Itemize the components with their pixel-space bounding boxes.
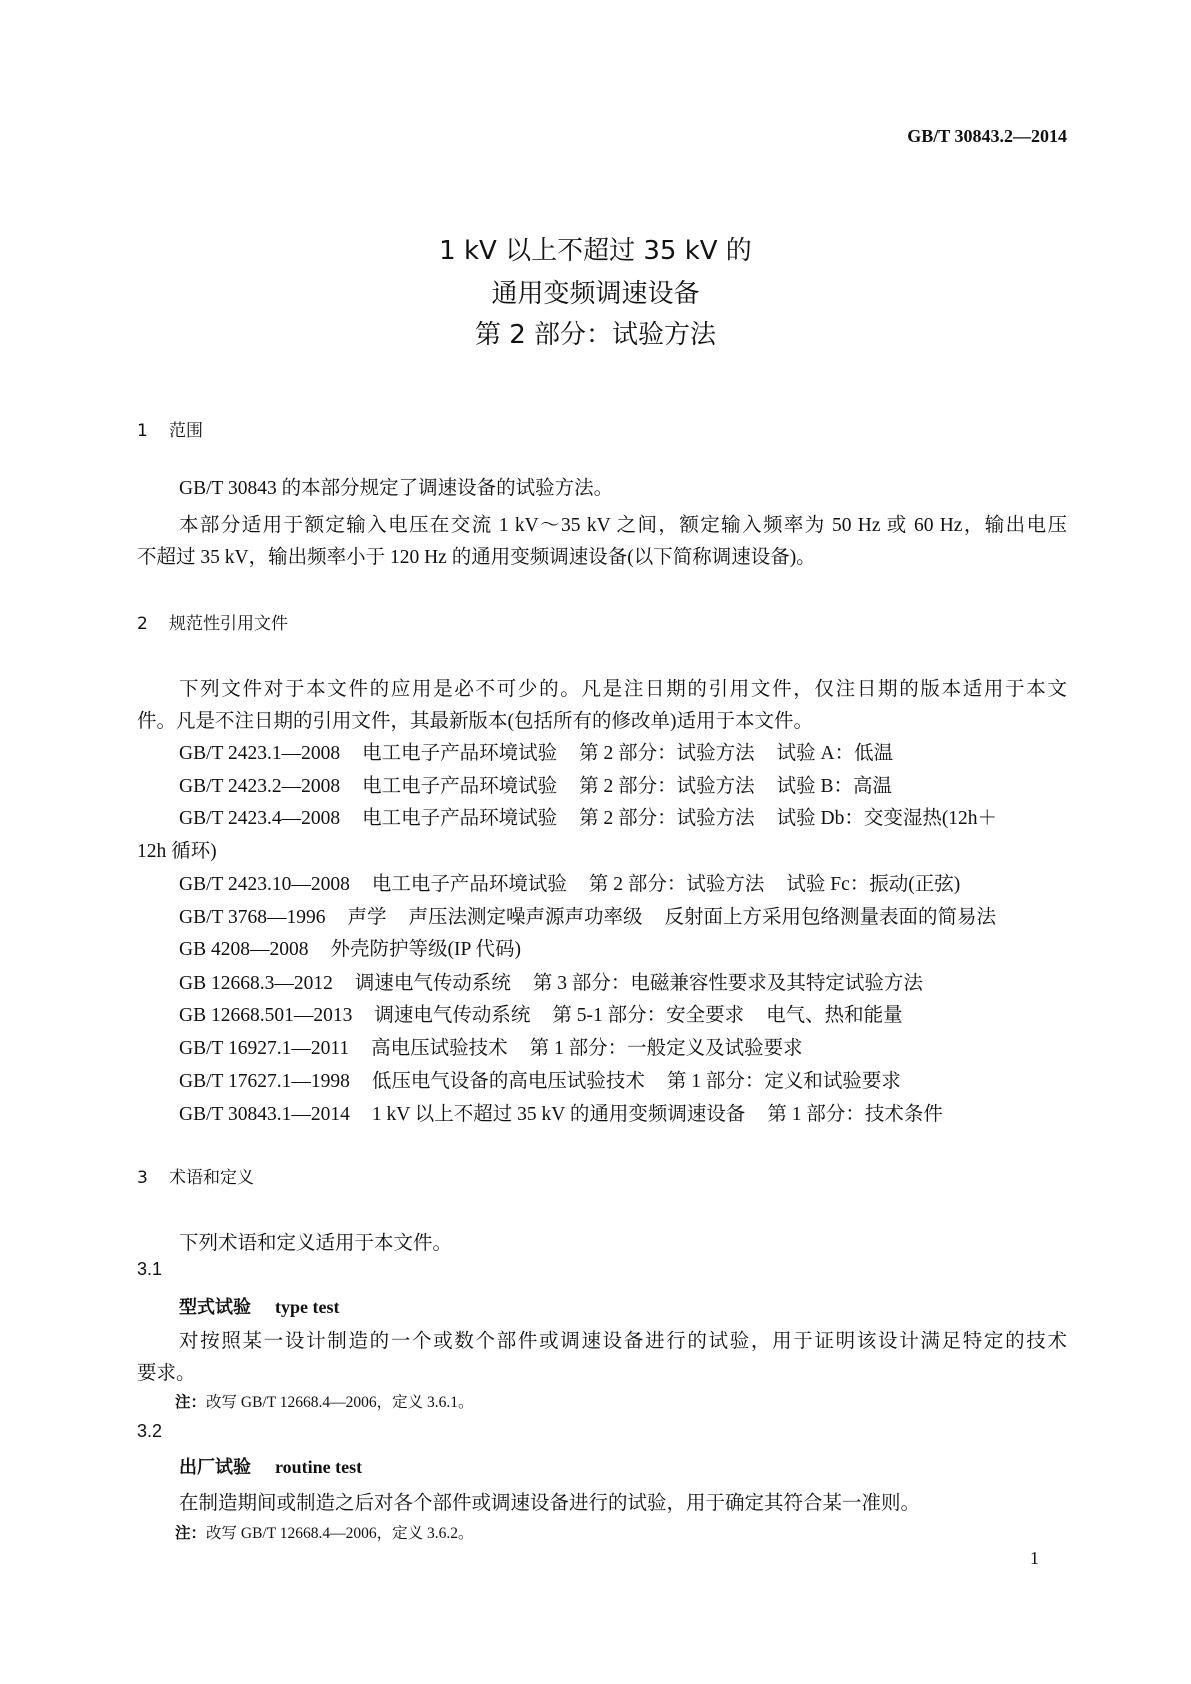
reference-item: GB/T 3768—1996 声学 声压法测定噪声源声功率级 反射面上方采用包络测量表面的简易法 (179, 907, 996, 928)
reference-item: GB/T 16927.1—2011 高电压试验技术 第 1 部分：一般定义及试验要求 (179, 1038, 803, 1059)
reference-item: GB 4208—2008 外壳防护等级(IP 代码) (179, 939, 521, 960)
references-intro-line-2: 件。凡是不注日期的引用文件，其最新版本(包括所有的修改单)适用于本文件。 (137, 711, 813, 732)
term-heading: 出厂试验 routine test (179, 1457, 363, 1478)
section-number: 2 (137, 614, 148, 634)
term-number: 3.2 (137, 1421, 163, 1441)
document-title-line-1: 1 kV 以上不超过 35 kV 的 (439, 236, 752, 266)
term-heading: 型式试验 type test (179, 1297, 340, 1318)
term-definition-line-1: 对按照某一设计制造的一个或数个部件或调速设备进行的试验，用于证明该设计满足特定的技术 (179, 1331, 1067, 1352)
reference-item: GB/T 2423.4—2008 电工电子产品环境试验 第 2 部分：试验方法 试验 Db：交变湿热(12h＋ (179, 808, 998, 829)
document-title-line-3: 第 2 部分：试验方法 (474, 320, 717, 350)
section-3-heading (137, 1163, 254, 1188)
reference-item: GB/T 2423.10—2008 电工电子产品环境试验 第 2 部分：试验方法 试验 Fc：振动(正弦) (179, 874, 961, 895)
term-definition-line-1: 在制造期间或制造之后对各个部件或调速设备进行的试验，用于确定其符合某一准则。 (179, 1493, 921, 1514)
reference-item: GB/T 2423.2—2008 电工电子产品环境试验 第 2 部分：试验方法 试验 B：高温 (179, 776, 892, 797)
scope-paragraph-1: GB/T 30843 的本部分规定了调速设备的试验方法。 (179, 478, 614, 499)
scope-paragraph-2-line-1: 本部分适用于额定输入电压在交流 1 kV～35 kV 之间，额定输入频率为 50 Hz 或 60 Hz，输出电压 (179, 515, 1067, 536)
section-1-heading (137, 416, 203, 441)
page-number: 1 (1030, 1548, 1039, 1568)
references-intro-line-1: 下列文件对于本文件的应用是必不可少的。凡是注日期的引用文件，仅注日期的版本适用于本文 (179, 679, 1067, 700)
reference-item-continuation: 12h 循环) (137, 841, 217, 862)
document-title-line-2: 通用变频调速设备 (491, 279, 700, 309)
section-title: 规范性引用文件 (169, 614, 288, 634)
reference-item: GB/T 17627.1—1998 低压电气设备的高电压试验技术 第 1 部分：定义和试验要求 (179, 1071, 901, 1092)
section-title: 范围 (169, 421, 203, 441)
section-number: 3 (137, 1168, 148, 1188)
standard-number-header: GB/T 30843.2—2014 (907, 126, 1067, 146)
section-number: 1 (137, 421, 148, 441)
reference-item: GB/T 2423.1—2008 电工电子产品环境试验 第 2 部分：试验方法 试验 A：低温 (179, 743, 894, 764)
scope-paragraph-2-line-2: 不超过 35 kV，输出频率小于 120 Hz 的通用变频调速设备(以下简称调速设备)。 (137, 547, 816, 568)
terms-intro: 下列术语和定义适用于本文件。 (179, 1233, 453, 1254)
term-note: 注：改写 GB/T 12668.4—2006，定义 3.6.1。 (175, 1393, 474, 1411)
term-number: 3.1 (137, 1259, 163, 1279)
reference-item: GB 12668.501—2013 调速电气传动系统 第 5-1 部分：安全要求 电气、热和能量 (179, 1005, 903, 1026)
section-title: 术语和定义 (169, 1168, 254, 1188)
term-definition-line-2: 要求。 (137, 1363, 196, 1384)
reference-item: GB 12668.3—2012 调速电气传动系统 第 3 部分：电磁兼容性要求及其特定试验方法 (179, 973, 923, 994)
section-2-heading (137, 609, 288, 634)
term-note: 注：改写 GB/T 12668.4—2006，定义 3.6.2。 (175, 1524, 474, 1542)
reference-item: GB/T 30843.1—2014 1 kV 以上不超过 35 kV 的通用变频调速设备 第 1 部分：技术条件 (179, 1104, 943, 1125)
